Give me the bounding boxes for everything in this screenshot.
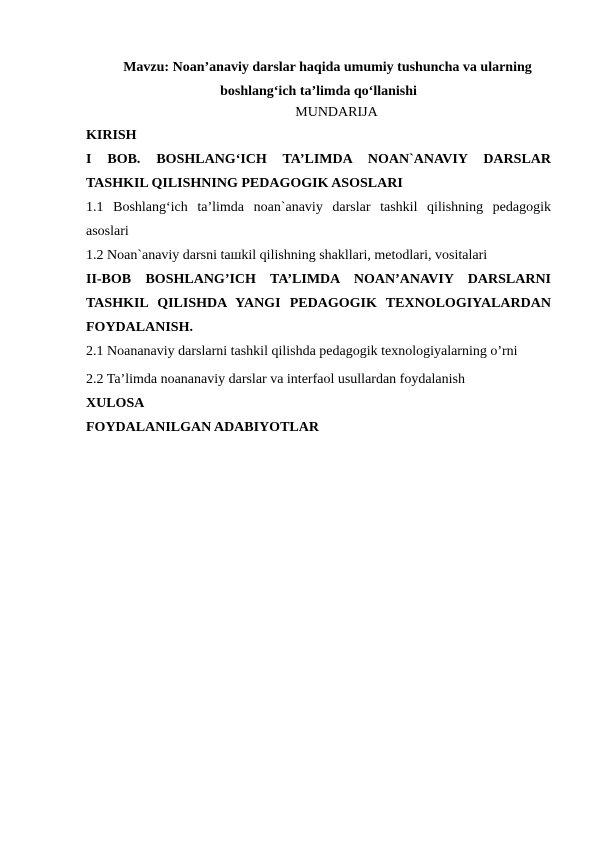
toc-entry-section-1-2 [86,244,551,268]
toc-entry-references [86,416,551,440]
document-title-line-1: Mavzu: Noan’anaviy darslar haqida umumiy tushuncha va ularning [123,60,532,75]
toc-entry-text: 1.2 Noan`anaviy darsni taшkil qilishning shakllari, metodlari, vositalari [86,248,488,263]
toc-entry-section-1-1 [86,196,551,244]
toc-entry-conclusion [86,392,551,416]
document-page [86,56,551,440]
toc-entry-text: KIRISH [86,128,137,143]
toc-entry-line: TASHKIL QILISHDA YANGI PEDAGOGIK TEXNOLOGIYALARDAN [86,296,551,311]
toc-entry-chapter-1 [86,148,551,196]
toc-entry-line: asoslari [86,224,129,239]
toc-entry-chapter-2 [86,268,551,340]
toc-entry-line: II-BOB BOSHLANG’ICH TA’LIMDA NOAN’ANAVIY DARSLARNI [86,272,551,287]
toc-entry-line: I BOB. BOSHLANG‘ICH TA’LIMDA NOAN`ANAVIY DARSLAR [86,152,551,167]
toc-entry-line: FOYDALANISH. [86,320,193,335]
toc-entry-section-2-2 [86,368,551,392]
document-title-line-2: boshlang‘ich ta’limda qo‘llanishi [220,84,417,99]
toc-entry-line: TASHKIL QILISHNING PEDAGOGIK ASOSLARI [86,176,403,191]
toc-entry-text: 2.1 Noananaviy darslarni tashkil qilishda pedagogik texnologiyalarning o’rni [86,344,518,359]
toc-entry-text: XULOSA [86,396,145,411]
toc-entry-introduction [86,124,551,148]
toc-entry-text: FOYDALANILGAN ADABIYOTLAR [86,420,319,435]
toc-entry-section-2-1 [86,340,551,364]
toc-entry-text: 2.2 Ta’limda noananaviy darslar va interfaol usullardan foydalanish [86,372,465,387]
contents-heading: MUNDARIJA [295,105,378,120]
toc-entry-line: 1.1 Boshlang‘ich ta’limda noan`anaviy darslar tashkil qilishning pedagogik [86,200,551,215]
